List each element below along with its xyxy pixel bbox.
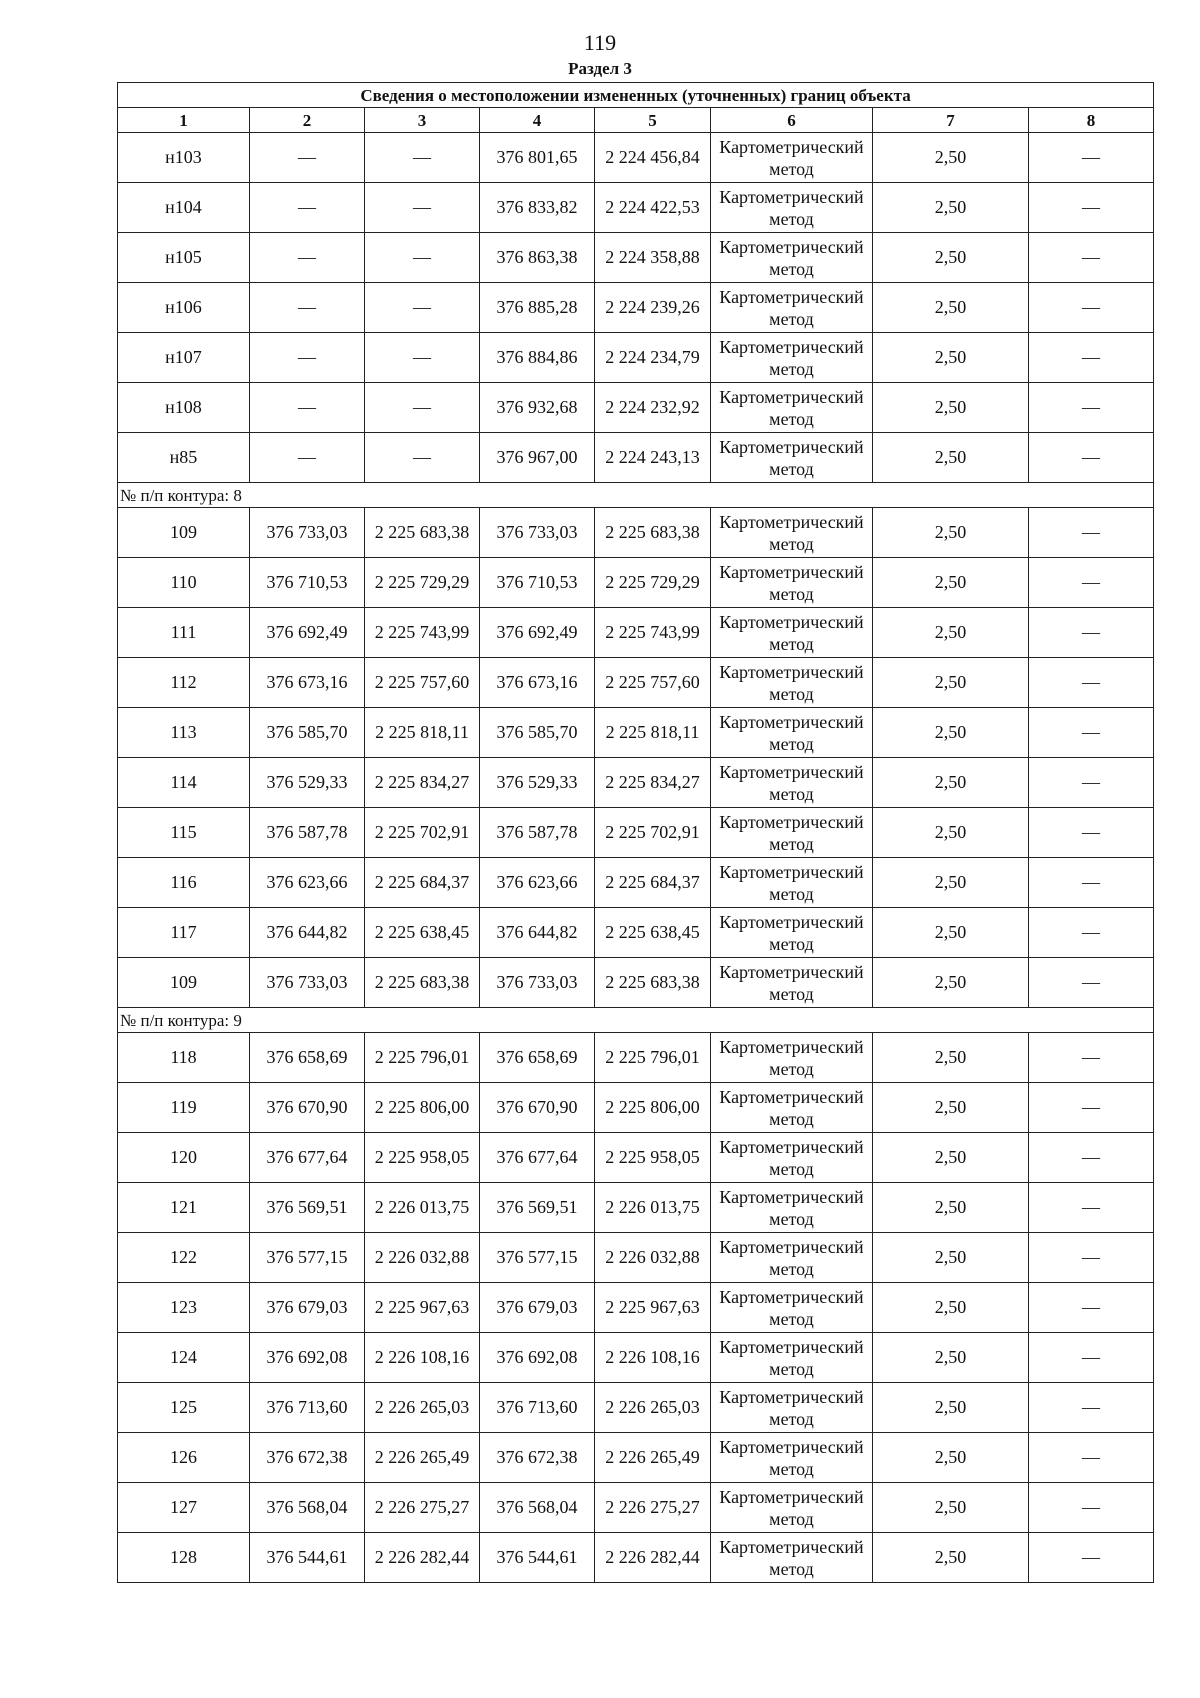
point-number-cell: 125 [118, 1383, 250, 1433]
x-new-cell: 376 710,53 [480, 558, 595, 608]
x-new-cell: 376 713,60 [480, 1383, 595, 1433]
description-cell: — [1029, 658, 1154, 708]
x-new-cell: 376 884,86 [480, 333, 595, 383]
x-new-cell: 376 833,82 [480, 183, 595, 233]
x-new-cell: 376 733,03 [480, 958, 595, 1008]
y-new-cell: 2 225 967,63 [595, 1283, 711, 1333]
y-old-cell: 2 225 806,00 [365, 1083, 480, 1133]
y-new-cell: 2 225 757,60 [595, 658, 711, 708]
x-new-cell: 376 670,90 [480, 1083, 595, 1133]
x-new-cell: 376 544,61 [480, 1533, 595, 1583]
x-old-cell: 376 710,53 [250, 558, 365, 608]
method-cell: Картометрический метод [711, 1483, 873, 1533]
accuracy-cell: 2,50 [873, 233, 1029, 283]
y-old-cell: 2 225 757,60 [365, 658, 480, 708]
y-old-cell: 2 225 729,29 [365, 558, 480, 608]
accuracy-cell: 2,50 [873, 1133, 1029, 1183]
x-new-cell: 376 577,15 [480, 1233, 595, 1283]
table-row [118, 433, 1154, 483]
y-old-cell: 2 225 818,11 [365, 708, 480, 758]
method-cell: Картометрический метод [711, 1233, 873, 1283]
point-number-cell: 122 [118, 1233, 250, 1283]
point-number-cell: 111 [118, 608, 250, 658]
y-old-cell: — [365, 383, 480, 433]
y-new-cell: 2 225 743,99 [595, 608, 711, 658]
x-old-cell: 376 692,49 [250, 608, 365, 658]
table-row [118, 1183, 1154, 1233]
table-row [118, 383, 1154, 433]
accuracy-cell: 2,50 [873, 433, 1029, 483]
method-cell: Картометрический метод [711, 1183, 873, 1233]
x-old-cell: 376 673,16 [250, 658, 365, 708]
y-old-cell: — [365, 133, 480, 183]
contour-label: № п/п контура: 9 [118, 1008, 1154, 1033]
description-cell: — [1029, 233, 1154, 283]
x-new-cell: 376 692,49 [480, 608, 595, 658]
table-row [118, 708, 1154, 758]
description-cell: — [1029, 1383, 1154, 1433]
point-number-cell: н107 [118, 333, 250, 383]
accuracy-cell: 2,50 [873, 333, 1029, 383]
y-new-cell: 2 226 265,49 [595, 1433, 711, 1483]
method-cell: Картометрический метод [711, 383, 873, 433]
description-cell: — [1029, 383, 1154, 433]
x-old-cell: 376 568,04 [250, 1483, 365, 1533]
y-new-cell: 2 226 108,16 [595, 1333, 711, 1383]
point-number-cell: 112 [118, 658, 250, 708]
description-cell: — [1029, 1233, 1154, 1283]
accuracy-cell: 2,50 [873, 558, 1029, 608]
x-old-cell: 376 679,03 [250, 1283, 365, 1333]
table-caption: Сведения о местоположении измененных (уточненных) границ объекта [118, 83, 1154, 108]
point-number-cell: н105 [118, 233, 250, 283]
table-row [118, 183, 1154, 233]
point-number-cell: 124 [118, 1333, 250, 1383]
contour-label: № п/п контура: 8 [118, 483, 1154, 508]
x-new-cell: 376 587,78 [480, 808, 595, 858]
accuracy-cell: 2,50 [873, 508, 1029, 558]
method-cell: Картометрический метод [711, 1383, 873, 1433]
column-number: 8 [1029, 108, 1154, 133]
x-old-cell: 376 569,51 [250, 1183, 365, 1233]
method-cell: Картометрический метод [711, 958, 873, 1008]
table-caption-row [118, 83, 1154, 108]
y-new-cell: 2 225 702,91 [595, 808, 711, 858]
point-number-cell: 117 [118, 908, 250, 958]
y-new-cell: 2 225 818,11 [595, 708, 711, 758]
point-number-cell: 114 [118, 758, 250, 808]
x-old-cell: 376 713,60 [250, 1383, 365, 1433]
method-cell: Картометрический метод [711, 1533, 873, 1583]
x-old-cell: 376 658,69 [250, 1033, 365, 1083]
method-cell: Картометрический метод [711, 233, 873, 283]
y-new-cell: 2 226 282,44 [595, 1533, 711, 1583]
y-new-cell: 2 225 796,01 [595, 1033, 711, 1083]
point-number-cell: 116 [118, 858, 250, 908]
accuracy-cell: 2,50 [873, 1283, 1029, 1333]
point-number-cell: н108 [118, 383, 250, 433]
x-new-cell: 376 568,04 [480, 1483, 595, 1533]
y-new-cell: 2 225 729,29 [595, 558, 711, 608]
description-cell: — [1029, 333, 1154, 383]
x-new-cell: 376 623,66 [480, 858, 595, 908]
point-number-cell: 123 [118, 1283, 250, 1333]
point-number-cell: 109 [118, 508, 250, 558]
accuracy-cell: 2,50 [873, 758, 1029, 808]
accuracy-cell: 2,50 [873, 1233, 1029, 1283]
y-old-cell: 2 226 265,49 [365, 1433, 480, 1483]
method-cell: Картометрический метод [711, 133, 873, 183]
x-new-cell: 376 885,28 [480, 283, 595, 333]
table-row [118, 233, 1154, 283]
x-new-cell: 376 677,64 [480, 1133, 595, 1183]
y-old-cell: 2 225 743,99 [365, 608, 480, 658]
x-new-cell: 376 673,16 [480, 658, 595, 708]
column-number: 5 [595, 108, 711, 133]
point-number-cell: н104 [118, 183, 250, 233]
method-cell: Картометрический метод [711, 508, 873, 558]
x-new-cell: 376 658,69 [480, 1033, 595, 1083]
method-cell: Картометрический метод [711, 708, 873, 758]
method-cell: Картометрический метод [711, 608, 873, 658]
y-old-cell: 2 225 683,38 [365, 958, 480, 1008]
point-number-cell: 119 [118, 1083, 250, 1133]
table-row [118, 858, 1154, 908]
table-row [118, 1483, 1154, 1533]
table-row [118, 908, 1154, 958]
method-cell: Картометрический метод [711, 1083, 873, 1133]
point-number-cell: 128 [118, 1533, 250, 1583]
y-new-cell: 2 224 239,26 [595, 283, 711, 333]
y-new-cell: 2 226 275,27 [595, 1483, 711, 1533]
y-new-cell: 2 225 683,38 [595, 508, 711, 558]
point-number-cell: 120 [118, 1133, 250, 1183]
column-number: 2 [250, 108, 365, 133]
x-old-cell: 376 644,82 [250, 908, 365, 958]
point-number-cell: 113 [118, 708, 250, 758]
accuracy-cell: 2,50 [873, 808, 1029, 858]
x-old-cell: 376 733,03 [250, 958, 365, 1008]
x-new-cell: 376 863,38 [480, 233, 595, 283]
table-row [118, 658, 1154, 708]
point-number-cell: 121 [118, 1183, 250, 1233]
x-old-cell: 376 733,03 [250, 508, 365, 558]
y-new-cell: 2 226 032,88 [595, 1233, 711, 1283]
contour-row [118, 1008, 1154, 1033]
description-cell: — [1029, 758, 1154, 808]
point-number-cell: н106 [118, 283, 250, 333]
description-cell: — [1029, 808, 1154, 858]
y-new-cell: 2 225 684,37 [595, 858, 711, 908]
description-cell: — [1029, 508, 1154, 558]
table-row [118, 133, 1154, 183]
x-old-cell: — [250, 433, 365, 483]
y-old-cell: — [365, 433, 480, 483]
method-cell: Картометрический метод [711, 1333, 873, 1383]
method-cell: Картометрический метод [711, 283, 873, 333]
x-new-cell: 376 692,08 [480, 1333, 595, 1383]
point-number-cell: 127 [118, 1483, 250, 1533]
y-new-cell: 2 225 638,45 [595, 908, 711, 958]
x-new-cell: 376 932,68 [480, 383, 595, 433]
x-new-cell: 376 967,00 [480, 433, 595, 483]
x-old-cell: 376 677,64 [250, 1133, 365, 1183]
accuracy-cell: 2,50 [873, 1483, 1029, 1533]
point-number-cell: 115 [118, 808, 250, 858]
x-new-cell: 376 733,03 [480, 508, 595, 558]
table-row [118, 1133, 1154, 1183]
x-old-cell: 376 623,66 [250, 858, 365, 908]
y-old-cell: — [365, 333, 480, 383]
method-cell: Картометрический метод [711, 333, 873, 383]
y-old-cell: — [365, 183, 480, 233]
x-old-cell: — [250, 183, 365, 233]
y-new-cell: 2 224 456,84 [595, 133, 711, 183]
point-number-cell: н85 [118, 433, 250, 483]
x-new-cell: 376 529,33 [480, 758, 595, 808]
x-new-cell: 376 585,70 [480, 708, 595, 758]
y-new-cell: 2 224 422,53 [595, 183, 711, 233]
y-old-cell: — [365, 283, 480, 333]
accuracy-cell: 2,50 [873, 183, 1029, 233]
table-row [118, 1033, 1154, 1083]
accuracy-cell: 2,50 [873, 383, 1029, 433]
description-cell: — [1029, 1133, 1154, 1183]
accuracy-cell: 2,50 [873, 958, 1029, 1008]
x-new-cell: 376 672,38 [480, 1433, 595, 1483]
y-new-cell: 2 226 013,75 [595, 1183, 711, 1233]
column-number: 1 [118, 108, 250, 133]
table-row [118, 1383, 1154, 1433]
y-old-cell: 2 225 702,91 [365, 808, 480, 858]
accuracy-cell: 2,50 [873, 1183, 1029, 1233]
x-old-cell: 376 587,78 [250, 808, 365, 858]
table-row [118, 1233, 1154, 1283]
method-cell: Картометрический метод [711, 758, 873, 808]
accuracy-cell: 2,50 [873, 1333, 1029, 1383]
description-cell: — [1029, 1283, 1154, 1333]
table-row [118, 1433, 1154, 1483]
method-cell: Картометрический метод [711, 1283, 873, 1333]
table-row [118, 333, 1154, 383]
y-old-cell: 2 225 684,37 [365, 858, 480, 908]
description-cell: — [1029, 1333, 1154, 1383]
y-new-cell: 2 225 834,27 [595, 758, 711, 808]
y-old-cell: 2 226 032,88 [365, 1233, 480, 1283]
x-old-cell: — [250, 383, 365, 433]
accuracy-cell: 2,50 [873, 908, 1029, 958]
x-old-cell: 376 529,33 [250, 758, 365, 808]
accuracy-cell: 2,50 [873, 708, 1029, 758]
page-number: 119 [583, 30, 617, 55]
y-new-cell: 2 224 243,13 [595, 433, 711, 483]
y-old-cell: 2 226 265,03 [365, 1383, 480, 1433]
description-cell: — [1029, 608, 1154, 658]
method-cell: Картометрический метод [711, 1033, 873, 1083]
accuracy-cell: 2,50 [873, 658, 1029, 708]
description-cell: — [1029, 183, 1154, 233]
description-cell: — [1029, 908, 1154, 958]
y-new-cell: 2 225 958,05 [595, 1133, 711, 1183]
y-old-cell: — [365, 233, 480, 283]
table-row [118, 508, 1154, 558]
point-number-cell: н103 [118, 133, 250, 183]
table-row [118, 758, 1154, 808]
method-cell: Картометрический метод [711, 858, 873, 908]
x-old-cell: 376 672,38 [250, 1433, 365, 1483]
description-cell: — [1029, 858, 1154, 908]
x-old-cell: — [250, 233, 365, 283]
table-row [118, 1533, 1154, 1583]
method-cell: Картометрический метод [711, 558, 873, 608]
contour-row [118, 483, 1154, 508]
y-old-cell: 2 226 108,16 [365, 1333, 480, 1383]
point-number-cell: 118 [118, 1033, 250, 1083]
accuracy-cell: 2,50 [873, 1433, 1029, 1483]
description-cell: — [1029, 1533, 1154, 1583]
x-old-cell: 376 544,61 [250, 1533, 365, 1583]
x-new-cell: 376 569,51 [480, 1183, 595, 1233]
column-number: 6 [711, 108, 873, 133]
column-number: 7 [873, 108, 1029, 133]
y-new-cell: 2 226 265,03 [595, 1383, 711, 1433]
table-row [118, 808, 1154, 858]
description-cell: — [1029, 283, 1154, 333]
method-cell: Картометрический метод [711, 183, 873, 233]
description-cell: — [1029, 1083, 1154, 1133]
table-row [118, 558, 1154, 608]
description-cell: — [1029, 558, 1154, 608]
description-cell: — [1029, 958, 1154, 1008]
method-cell: Картометрический метод [711, 908, 873, 958]
column-number: 3 [365, 108, 480, 133]
y-old-cell: 2 225 967,63 [365, 1283, 480, 1333]
accuracy-cell: 2,50 [873, 1383, 1029, 1433]
point-number-cell: 109 [118, 958, 250, 1008]
description-cell: — [1029, 1183, 1154, 1233]
table-row [118, 1283, 1154, 1333]
accuracy-cell: 2,50 [873, 1033, 1029, 1083]
table-row [118, 958, 1154, 1008]
column-number-row [118, 108, 1154, 133]
x-old-cell: — [250, 283, 365, 333]
x-old-cell: — [250, 133, 365, 183]
section-title: Раздел 3 [568, 59, 632, 78]
y-old-cell: 2 225 796,01 [365, 1033, 480, 1083]
description-cell: — [1029, 1433, 1154, 1483]
x-new-cell: 376 644,82 [480, 908, 595, 958]
table-body [118, 83, 1154, 1583]
table-row [118, 1333, 1154, 1383]
description-cell: — [1029, 133, 1154, 183]
accuracy-cell: 2,50 [873, 283, 1029, 333]
x-old-cell: 376 692,08 [250, 1333, 365, 1383]
y-old-cell: 2 225 834,27 [365, 758, 480, 808]
description-cell: — [1029, 708, 1154, 758]
description-cell: — [1029, 1033, 1154, 1083]
y-old-cell: 2 226 275,27 [365, 1483, 480, 1533]
y-new-cell: 2 224 358,88 [595, 233, 711, 283]
boundary-table [117, 82, 1154, 1583]
method-cell: Картометрический метод [711, 658, 873, 708]
y-new-cell: 2 224 232,92 [595, 383, 711, 433]
accuracy-cell: 2,50 [873, 1083, 1029, 1133]
description-cell: — [1029, 433, 1154, 483]
description-cell: — [1029, 1483, 1154, 1533]
table-row [118, 283, 1154, 333]
method-cell: Картометрический метод [711, 1433, 873, 1483]
x-old-cell: 376 670,90 [250, 1083, 365, 1133]
column-number: 4 [480, 108, 595, 133]
y-old-cell: 2 226 013,75 [365, 1183, 480, 1233]
y-new-cell: 2 225 683,38 [595, 958, 711, 1008]
table-row [118, 608, 1154, 658]
y-new-cell: 2 224 234,79 [595, 333, 711, 383]
method-cell: Картометрический метод [711, 808, 873, 858]
y-old-cell: 2 225 638,45 [365, 908, 480, 958]
x-new-cell: 376 801,65 [480, 133, 595, 183]
y-new-cell: 2 225 806,00 [595, 1083, 711, 1133]
method-cell: Картометрический метод [711, 1133, 873, 1183]
x-old-cell: — [250, 333, 365, 383]
accuracy-cell: 2,50 [873, 1533, 1029, 1583]
y-old-cell: 2 226 282,44 [365, 1533, 480, 1583]
accuracy-cell: 2,50 [873, 133, 1029, 183]
accuracy-cell: 2,50 [873, 858, 1029, 908]
x-old-cell: 376 577,15 [250, 1233, 365, 1283]
x-old-cell: 376 585,70 [250, 708, 365, 758]
y-old-cell: 2 225 683,38 [365, 508, 480, 558]
x-new-cell: 376 679,03 [480, 1283, 595, 1333]
point-number-cell: 110 [118, 558, 250, 608]
table-row [118, 1083, 1154, 1133]
point-number-cell: 126 [118, 1433, 250, 1483]
method-cell: Картометрический метод [711, 433, 873, 483]
y-old-cell: 2 225 958,05 [365, 1133, 480, 1183]
accuracy-cell: 2,50 [873, 608, 1029, 658]
